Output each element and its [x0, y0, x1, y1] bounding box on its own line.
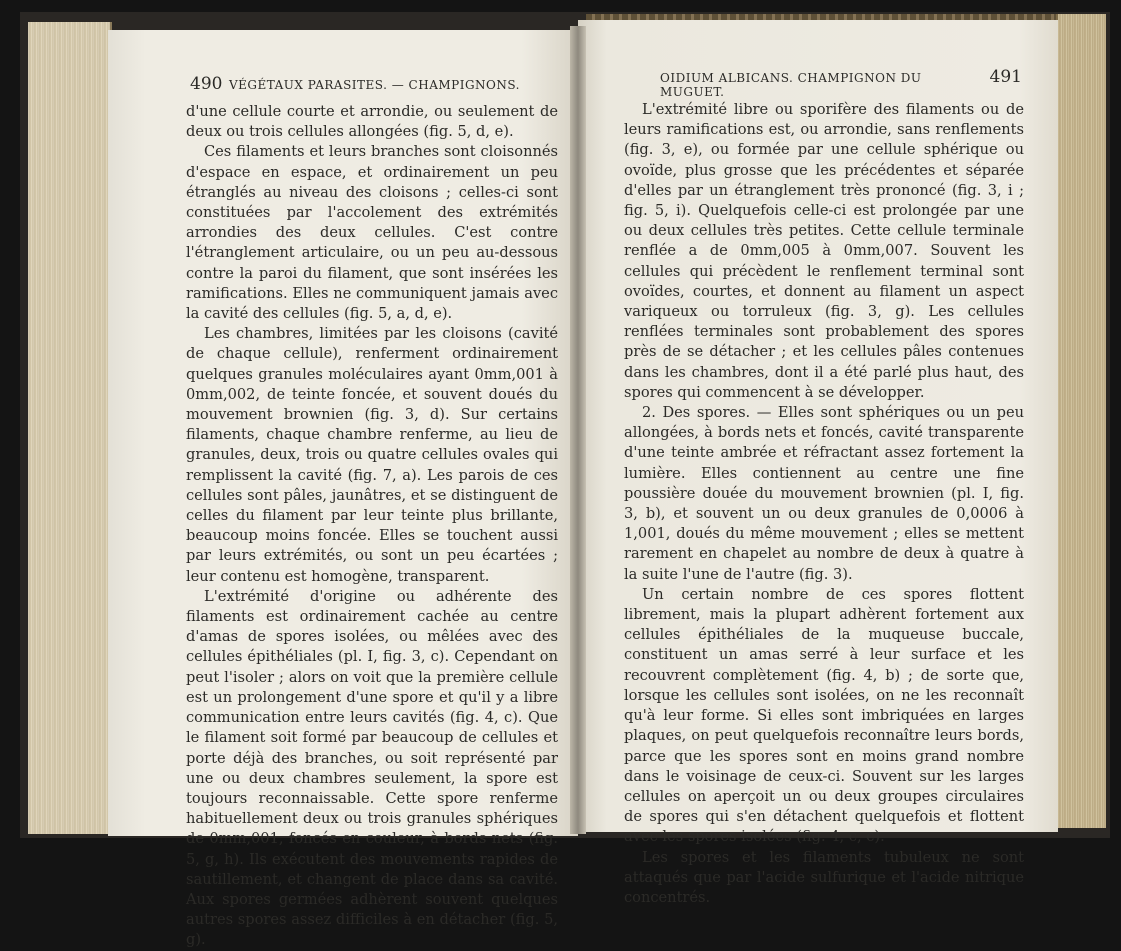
- right-page-body: [624, 100, 1024, 908]
- right-running-title: OIDIUM ALBICANS. CHAMPIGNON DU MUGUET.: [660, 71, 922, 99]
- right-paragraph: Les spores et les filaments tubuleux ne sont attaqués que par l'acide sulfurique et l'acide nitrique concentrés.: [624, 848, 1024, 906]
- left-page-number: 490: [190, 74, 223, 94]
- right-running-head: [630, 67, 1022, 99]
- right-page-number: 491: [989, 67, 1022, 87]
- right-page-edges: [1056, 14, 1106, 828]
- left-page: [108, 30, 578, 949]
- book-gutter: [570, 26, 586, 834]
- left-page-edges: [28, 22, 112, 834]
- right-page: [578, 20, 1058, 906]
- left-paragraph: Ces filaments et leurs branches sont cloisonnés d'espace en espace, et ordinairement un peu étranglés au niveau des cloisons ; celles-ci sont constituées par l'accolement des extrémités arrondies des deux cellules. C'est contre l'étranglement articulaire, ou un peu au-dessous contre la paroi du filament, que sont insérées les ramifications. Elles ne communiquent jamais avec la cavité des cellules (fig. 5, a, d, e).: [186, 143, 558, 323]
- left-page-body: [186, 102, 558, 951]
- left-paragraph: L'extrémité d'origine ou adhérente des filaments est ordinairement cachée au centre d'amas de spores isolées, ou mêlées avec des cellules épithéliales (pl. I, fig. 3, c). Cependant on peut l'isoler ; alors on voit que la première cellule est un prolongement d'une spore et qu'il y a libre communication entre leurs cavités (fig. 4, c). Que le filament soit formé par beaucoup de cellules et porte déjà des branches, ou soit représenté par une ou deux chambres seulement, la spore est toujours reconnaissable. Cette spore renferme habituellement deux ou trois granules sphériques de 0mm,001, foncés en couleur, à bords nets (fig. 5, g, h). Ils exécutent des mouvements rapides de sautillement, et changent de place dans sa cavité. Aux spores germées adhèrent souvent quelques autres spores assez difficiles à en détacher (fig. 5, g).: [186, 587, 558, 949]
- left-paragraph: d'une cellule courte et arrondie, ou seulement de deux ou trois cellules allongées (fig. 5, d, e).: [186, 103, 558, 141]
- left-running-title: VÉGÉTAUX PARASITES. — CHAMPIGNONS.: [228, 78, 520, 92]
- right-paragraph: 2. Des spores. — Elles sont sphériques ou un peu allongées, à bords nets et foncés, cavité transparente d'une teinte ambrée et réfractant assez fortement la lumière. Elles contiennent au centre une fine poussière douée du mouvement brownien (pl. I, fig. 3, b), et souvent un ou deux granules de 0,0006 à 1,001, doués du même mouvement ; elles se mettent rarement en chapelet au nombre de deux à quatre à la suite l'une de l'autre (fig. 3).: [624, 404, 1024, 583]
- right-paragraph: Un certain nombre de ces spores flottent librement, mais la plupart adhèrent fortement aux cellules épithéliales de la muqueuse buccale, constituent un amas serré à leur surface et les recouvrent complètement (fig. 4, b) ; de sorte que, lorsque les cellules sont isolées, on ne les reconnaît qu'à leur forme. Si elles sont imbriquées en larges plaques, on peut quelquefois reconnaître leurs bords, parce que les spores sont en moins grand nombre dans le voisinage de ceux-ci. Souvent sur les larges cellules on aperçoit un ou deux groupes circulaires de spores qui s'en détachent quelquefois et flottent avec les spores isolées (fig. 4, c, c).: [624, 585, 1024, 846]
- right-paragraph: L'extrémité libre ou sporifère des filaments ou de leurs ramifications est, ou arrondie, sans renflements (fig. 3, e), ou formée par une cellule sphérique ou ovoïde, plus grosse que les précédentes et séparée d'elles par un étranglement très prononcé (fig. 3, i ; fig. 5, i). Quelquefois celle-ci est prolongée par une ou deux cellules très petites. Cette cellule terminale renflée a de 0mm,005 à 0mm,007. Souvent les cellules qui précèdent le renflement terminal sont ovoïdes, courtes, et donnent au filament un aspect variqueux ou torruleux (fig. 3, g). Les cellules renflées terminales sont probablement des spores près de se détacher ; et les cellules pâles contenues dans les chambres, dont il a été parlé plus haut, des spores qui commencent à se développer.: [624, 101, 1024, 401]
- left-paragraph: Les chambres, limitées par les cloisons (cavité de chaque cellule), renferment ordinairement quelques granules moléculaires ayant 0mm,001 à 0mm,002, de teinte foncée, et souvent doués du mouvement brownien (fig. 3, d). Sur certains filaments, chaque chambre renferme, au lieu de granules, deux, trois ou quatre cellules ovales qui remplissent la cavité (fig. 7, a). Les parois de ces cellules sont pâles, jaunâtres, et se distinguent de celles du filament par leur teinte plus brillante, beaucoup moins foncée. Elles se touchent aussi par leurs extrémités, ou sont un peu écartées ; leur contenu est homogène, transparent.: [186, 325, 558, 585]
- left-running-head: [190, 74, 560, 94]
